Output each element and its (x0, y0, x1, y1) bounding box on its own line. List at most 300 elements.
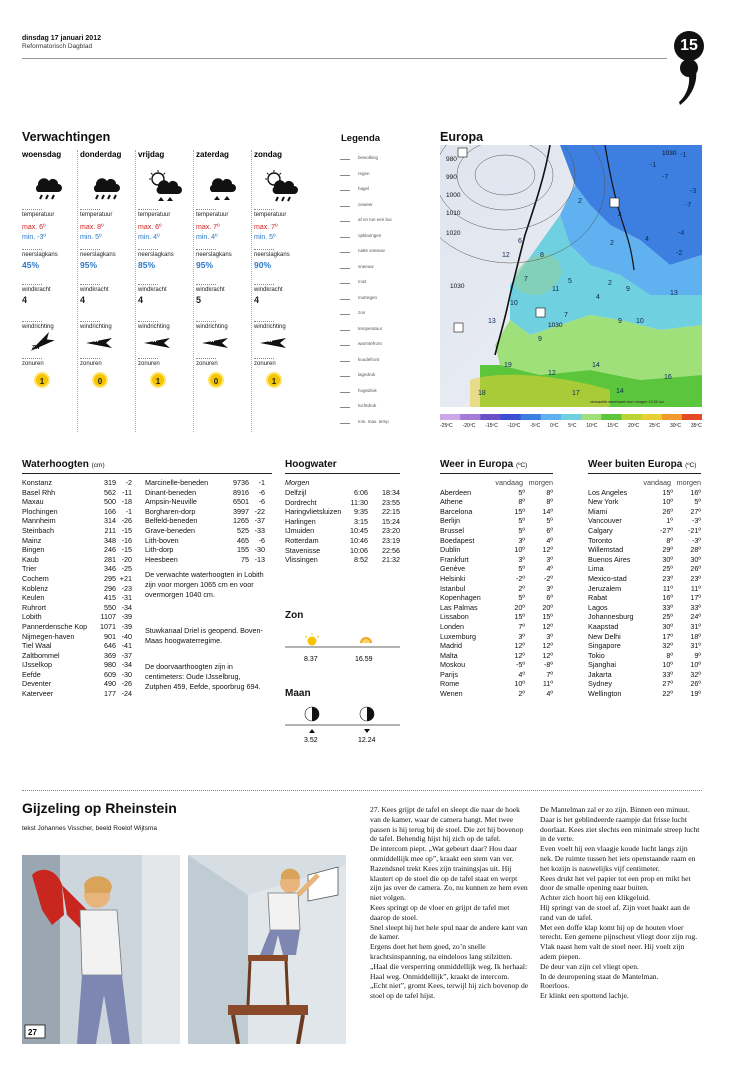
sun-label: zonuren (80, 361, 102, 367)
row-value: 319 (104, 478, 116, 487)
high-pressure-icon (536, 308, 545, 317)
dotted-separator (196, 284, 216, 285)
city-name: Rabat (588, 593, 608, 603)
wind-direction-label: W (94, 338, 99, 344)
temperature-scale-labels (440, 423, 702, 429)
row-name: Basel Rhh (22, 487, 56, 497)
weer-buiten-rule (588, 473, 701, 474)
temperature-label: 7 (564, 312, 568, 319)
table-row (22, 574, 132, 584)
city-name: Istanbul (440, 583, 466, 593)
day-separator (77, 150, 78, 432)
legend-item (340, 326, 382, 331)
max-temp: max. 7º (254, 224, 278, 231)
row-value: 11:30 (350, 497, 368, 507)
city-name: Dublin (440, 545, 461, 555)
row-change: -11 (122, 487, 132, 497)
table-row (440, 526, 553, 536)
sunset-time: 16.59 (355, 656, 373, 663)
legend-symbol-icon (340, 326, 350, 331)
scale-label: 30ºC (669, 423, 681, 429)
moonset-time: 12.24 (358, 737, 376, 744)
legend-label: opklaringen (358, 232, 382, 238)
comic-paragraph: Hij springt van de stoel af. Zijn voet haakt aan de rand van de tafel. (540, 902, 690, 922)
white-shirt (268, 893, 300, 930)
table-row (440, 603, 553, 613)
city-name: Vancouver (588, 516, 622, 526)
scale-label: 35ºC (690, 423, 702, 429)
chair-seat (248, 955, 288, 961)
temperature-label: 10 (636, 318, 644, 325)
row-value: 9736 (233, 478, 249, 487)
temp-tomorrow: 3º (546, 583, 553, 593)
dotted-separator (138, 249, 158, 250)
table-row (285, 526, 400, 536)
row-value: 3997 (233, 506, 249, 516)
temp-today: 3º (518, 535, 525, 545)
city-name: Tokio (588, 650, 605, 660)
city-name: Boedapest (440, 535, 475, 545)
row-change: -31 (121, 593, 132, 603)
dotted-separator (22, 321, 42, 322)
temp-today: 8º (666, 535, 673, 545)
wind-direction-label: W (152, 338, 157, 344)
row-value: 10:46 (350, 535, 368, 545)
table-row (145, 555, 265, 565)
row-name: Harlingen (285, 516, 316, 526)
city-name: Wenen (440, 689, 463, 699)
city-name: Helsinki (440, 573, 466, 583)
scale-swatch (581, 414, 602, 420)
temperature-label: 11 (552, 286, 560, 293)
row-name: Marcinelle-beneden (145, 478, 209, 487)
comic-paragraph: In de deuropening staat de Mantelman. (540, 971, 659, 981)
city-name: Lissabon (440, 612, 469, 622)
temp-today: 30º (662, 621, 673, 631)
hoogwater-table (285, 488, 400, 565)
temp-today: 12º (514, 650, 525, 660)
table-row (145, 478, 265, 488)
legend-symbol-icon (340, 341, 350, 346)
row-change: -6 (258, 497, 265, 507)
table-row (145, 526, 265, 536)
table-row (22, 603, 132, 613)
legend-label: bewolking (358, 155, 379, 160)
legend-label: hogedruk (358, 387, 377, 393)
temp-tomorrow: 31º (690, 641, 701, 651)
table-row (22, 689, 132, 699)
max-temp: max. 8º (80, 224, 104, 231)
legend-symbol-icon (340, 171, 350, 176)
row-change: -1 (125, 506, 132, 516)
temp-today: 17º (662, 631, 673, 641)
legend-label: koudefront (358, 356, 380, 362)
scale-label: -5ºC (530, 423, 541, 429)
temp-tomorrow: 24º (690, 612, 701, 622)
temp-today: 10º (662, 660, 673, 670)
city-name: Brussel (440, 525, 464, 535)
comic-panel-1-art (22, 855, 180, 1044)
row-change: -22 (254, 506, 265, 516)
day-name: woensdag (22, 150, 62, 159)
comic-paragraph: „Echt niet”, gromt Kees, terwijl hij zich bovenop de stoel op de tafel hijst. (370, 981, 529, 1001)
table-row (440, 497, 553, 507)
temperature-label: -3 (690, 188, 697, 195)
row-name: Grave-beneden (145, 525, 195, 535)
row-value: 465 (237, 535, 249, 545)
row-value: 211 (104, 525, 116, 535)
table-row (22, 660, 132, 670)
europa-title: Europa (440, 130, 484, 144)
row-name: Mainz (22, 535, 42, 545)
temp-tomorrow: 15º (542, 612, 553, 622)
table-row (285, 555, 400, 565)
row-name: Rotterdam (285, 535, 319, 545)
legend-symbol-icon (340, 279, 350, 284)
sun-hours-badge: 0 (208, 372, 224, 388)
temperature-label: 2 (578, 198, 582, 205)
rain-cloud-icon (22, 161, 80, 207)
comic-title: Gijzeling op Rheinstein (22, 800, 177, 816)
row-name: Mannheim (22, 516, 56, 526)
row-name: Belfeld-beneden (145, 516, 198, 526)
scale-swatch (521, 414, 542, 420)
row-value: 1071 (100, 621, 116, 631)
table-row (440, 632, 553, 642)
comic-text-column-1 (370, 805, 530, 1001)
sun-cloud-rain-icon (254, 161, 312, 207)
row-name: IJmuiden (285, 526, 315, 536)
legend-item (340, 341, 382, 346)
legend-label: mist (358, 279, 367, 284)
table-row (440, 574, 553, 584)
temperature-label: 6 (518, 238, 522, 245)
day-separator (193, 150, 194, 432)
scale-label: 25ºC (649, 423, 661, 429)
table-row (285, 546, 400, 556)
dotted-separator (254, 209, 274, 210)
moonrise-phase (312, 707, 319, 721)
temp-today: 5º (518, 593, 525, 603)
rain-label: neerslagkans (80, 252, 116, 258)
temperature-label: 17 (572, 390, 580, 397)
row-change: -16 (121, 535, 132, 545)
waterhoogten-note-1: De verwachte waterhoogten in Lobith zijn voor morgen 1065 cm en voor overmorgen 1040 cm. (145, 570, 264, 599)
row-name: Lobith (22, 612, 42, 622)
sun-label: zonuren (22, 361, 44, 367)
dotted-separator (196, 209, 216, 210)
table-row (22, 651, 132, 661)
rain-label: neerslagkans (254, 252, 290, 258)
row-value: 348 (104, 535, 116, 545)
weer-europa-rule (440, 473, 553, 474)
temp-tomorrow: -21º (687, 525, 701, 535)
city-name: Aberdeen (440, 487, 472, 497)
temperature-label: -1 (680, 152, 687, 159)
temp-tomorrow: -8º (543, 660, 553, 670)
row-change: -30 (121, 669, 132, 679)
wind-force: 5 (196, 295, 202, 305)
row-value: 415 (104, 593, 116, 603)
row-name: Vlissingen (285, 555, 318, 565)
legend-item (340, 403, 376, 408)
comic-paragraph: Snel sleept hij het hele spul naar de andere kant van de kamer. (370, 922, 528, 942)
table-row (588, 622, 701, 632)
comic-paragraph: Kees drukt het vel papier tot een prop en mikt het door de smalle opening naar buiten. (540, 873, 691, 893)
dotted-separator (138, 284, 158, 285)
comic-paragraph: 27. Kees grijpt de tafel en sleept die naar de hoek van de kamer, waar de camera hangt. Met twee passen is hij terug bij de stoel. Die zet hij bovenop de tafel. Behendig hijst hij zich op de tafel. (370, 805, 524, 844)
row-value: 646 (104, 641, 116, 651)
wind-arrow-icon (196, 332, 236, 354)
comic-paragraph: De intercom piept. „Wat gebeurt daar? Hou daar onmiddellijk mee op”, kraakt een stem van ver. (370, 844, 517, 863)
table-row (588, 526, 701, 536)
row-change: 15:24 (382, 516, 400, 526)
row-change: -13 (254, 554, 265, 564)
table-row (145, 488, 265, 498)
moonset-phase (367, 707, 374, 721)
row-change: -41 (121, 641, 132, 651)
hoogwater-title: Hoogwater (285, 459, 337, 470)
row-change: 22:56 (382, 545, 400, 555)
legend-symbol-icon (340, 403, 350, 408)
max-temp: max. 7º (196, 224, 220, 231)
row-value: 75 (241, 554, 249, 564)
temperature-label: 5 (568, 278, 572, 285)
row-value: 295 (104, 573, 116, 583)
row-change: +21 (119, 573, 132, 583)
row-change: -6 (258, 535, 265, 545)
row-value: 10:45 (350, 526, 368, 536)
row-change: -34 (121, 660, 132, 670)
comic-paragraph: „Haal die versperring onmiddellijk weg. Ik herhaal: Haal weg. Onmiddellijk”, kraakt de intercom. (370, 961, 528, 981)
city-name: Singapore (588, 641, 621, 651)
table-row (440, 593, 553, 603)
wind-force: 4 (80, 295, 86, 305)
row-value: 8916 (233, 487, 249, 497)
temp-label: temperatuur (22, 212, 55, 218)
row-change: 23:55 (382, 497, 400, 507)
row-name: Dordrecht (285, 497, 317, 507)
table-row (22, 488, 132, 498)
wind-label: windkracht (254, 287, 283, 293)
row-name: Delfzijl (285, 488, 307, 497)
city-name: Johannesburg (588, 612, 634, 622)
wind-arrow-icon (138, 332, 178, 354)
table-row (440, 545, 553, 555)
table-row (440, 564, 553, 574)
table-row (285, 536, 400, 546)
temp-tomorrow: 32º (690, 669, 701, 679)
dir-label: windrichting (138, 324, 170, 330)
city-name: Jakarta (588, 669, 612, 679)
scale-label: 20ºC (628, 423, 640, 429)
row-value: 609 (104, 669, 116, 679)
wind-label: windkracht (196, 287, 225, 293)
temperature-label: 12 (548, 370, 556, 377)
header-today: vandaag (643, 478, 671, 487)
row-name: Pannerdensche Kop (22, 621, 88, 631)
legend-label: af en toe een bui (358, 217, 392, 222)
dotted-separator (254, 321, 274, 322)
temperature-label: 4 (645, 236, 649, 243)
row-change: -15 (121, 525, 132, 535)
temperature-label: -1 (650, 162, 657, 169)
header-tomorrow: morgen (676, 478, 701, 487)
pressure-label: 1010 (446, 210, 461, 217)
wind-force: 4 (22, 295, 28, 305)
table-row (440, 584, 553, 594)
city-name: Buenos Aires (588, 554, 631, 564)
row-name: Stavenisse (285, 545, 321, 555)
comic-text-column-2 (540, 805, 702, 1001)
wind-direction (80, 332, 138, 354)
temp-today: 10º (514, 545, 525, 555)
temp-tomorrow: 14º (542, 506, 553, 516)
temp-today: 33º (662, 669, 673, 679)
panel-number: 27 (28, 1028, 37, 1037)
city-name: Toronto (588, 535, 612, 545)
temp-today: 4º (518, 669, 525, 679)
temperature-label: 8 (540, 252, 544, 259)
legend-label: temperatuur (358, 325, 383, 331)
temp-tomorrow: -2º (543, 573, 553, 583)
wind-label: windkracht (22, 287, 51, 293)
scale-swatch (480, 414, 501, 420)
city-name: Frankfurt (440, 554, 469, 564)
waterhoogten-title: Waterhoogten (cm) (22, 459, 105, 470)
legend-label: luchtdruk (358, 403, 377, 408)
temp-tomorrow: -3º (691, 535, 701, 545)
legend-item (340, 233, 381, 238)
wind-direction (22, 332, 80, 354)
row-value: 314 (104, 516, 116, 526)
city-name: Las Palmas (440, 602, 478, 612)
table-row (145, 507, 265, 517)
temp-today: 15º (662, 487, 673, 497)
temp-label: temperatuur (254, 212, 287, 218)
row-name: Lith-dorp (145, 545, 174, 555)
dotted-separator (196, 249, 216, 250)
comic-paragraph: De Mantelman zal er zo zijn. Binnen een minuut. (540, 805, 690, 814)
city-name: Moskou (440, 660, 466, 670)
wind-arrow-icon (80, 332, 120, 354)
legend-symbol-icon (340, 310, 350, 315)
temp-tomorrow: -3º (691, 516, 701, 526)
min-temp: min. 4º (196, 234, 218, 241)
row-value: 525 (237, 525, 249, 535)
temp-today: -27º (659, 525, 673, 535)
header-paper-name: Reformatorisch Dagblad (22, 43, 93, 50)
row-name: Cochem (22, 573, 49, 583)
table-header-row (588, 478, 701, 488)
comic-paragraph: Even voelt hij een vlaagje koude lucht langs zijn nek. De ruimte tussen het iets openstaande raam en het kozijn is nauwelijks vijf centimeter. (540, 844, 696, 873)
table-row (588, 536, 701, 546)
table-row (588, 641, 701, 651)
temp-tomorrow: 23º (690, 573, 701, 583)
temperature-label: 9 (538, 336, 542, 343)
legend-symbol-icon (340, 388, 350, 393)
temp-tomorrow: 26º (690, 564, 701, 574)
city-name: Calgary (588, 525, 613, 535)
row-change: -39 (121, 612, 132, 622)
waterhoogten-note-2: Stuwkanaal Driel is geopend. Boven-Maas hoogwaterregime. (145, 626, 263, 645)
temp-today: 32º (662, 641, 673, 651)
legend-symbol-icon (340, 217, 350, 222)
comic-paragraph: Met een doffe klap komt hij op de houten vloer terecht. Een gemene pijnscheut vliegt door zijn rug. (540, 922, 698, 942)
hail-cloud-icon (196, 161, 254, 207)
dotted-separator (138, 209, 158, 210)
row-change: -23 (121, 583, 132, 593)
pressure-label: 1020 (446, 230, 461, 237)
forecast-day (22, 150, 80, 388)
row-value: 562 (104, 487, 116, 497)
waterhoogten-table-right (145, 478, 265, 564)
table-row (440, 679, 553, 689)
temperature-label: 4 (596, 294, 600, 301)
rain-chance: 45% (22, 260, 40, 270)
dotted-separator (22, 249, 42, 250)
temp-tomorrow: 5º (694, 497, 701, 507)
comic-paragraph: De deur van zijn cel vliegt open. (540, 961, 639, 971)
legend-item (340, 295, 377, 300)
day-name: donderdag (80, 150, 122, 159)
day-name: vrijdag (138, 150, 165, 159)
temperature-label: 13 (670, 290, 678, 297)
scale-label: 10ºC (586, 423, 598, 429)
dotted-separator (196, 358, 216, 359)
legend-item (340, 357, 379, 362)
scale-swatch (500, 414, 521, 420)
sun-hours-badge: 1 (34, 372, 50, 388)
row-value: 6501 (233, 497, 249, 507)
scale-swatch (642, 414, 663, 420)
row-change: -37 (254, 516, 265, 526)
row-name: Keulen (22, 593, 45, 603)
row-name: Eefde (22, 669, 41, 679)
temp-today: 27º (662, 679, 673, 689)
table-header-row (440, 478, 553, 488)
scale-label: 15ºC (607, 423, 619, 429)
pressure-label: 990 (446, 174, 457, 181)
row-value: 550 (104, 602, 116, 612)
temperature-label: 18 (478, 390, 486, 397)
city-name: Londen (440, 621, 464, 631)
city-name: Lagos (588, 602, 608, 612)
table-row (22, 497, 132, 507)
temperature-label: -7 (662, 174, 669, 181)
row-change: -26 (121, 679, 132, 689)
table-row (440, 660, 553, 670)
temp-today: 5º (518, 525, 525, 535)
day-name: zaterdag (196, 150, 229, 159)
wind-direction (138, 332, 196, 354)
scale-label: 5ºC (568, 423, 577, 429)
temperature-label: 10 (510, 300, 518, 307)
comic-paragraph: Kees springt op de vloer en grijpt de tafel met daarop de stoel. (370, 902, 510, 922)
dotted-separator (138, 321, 158, 322)
city-name: Athene (440, 497, 463, 507)
scale-swatch (662, 414, 683, 420)
temperature-label: 2 (608, 280, 612, 287)
row-value: 901 (104, 631, 116, 641)
temp-today: -2º (515, 573, 525, 583)
comic-panel-2-art (188, 855, 346, 1044)
legend-item (340, 310, 365, 315)
temp-today: 7º (518, 621, 525, 631)
dotted-separator (22, 284, 42, 285)
row-name: Katerveer (22, 689, 54, 699)
table-row (440, 622, 553, 632)
